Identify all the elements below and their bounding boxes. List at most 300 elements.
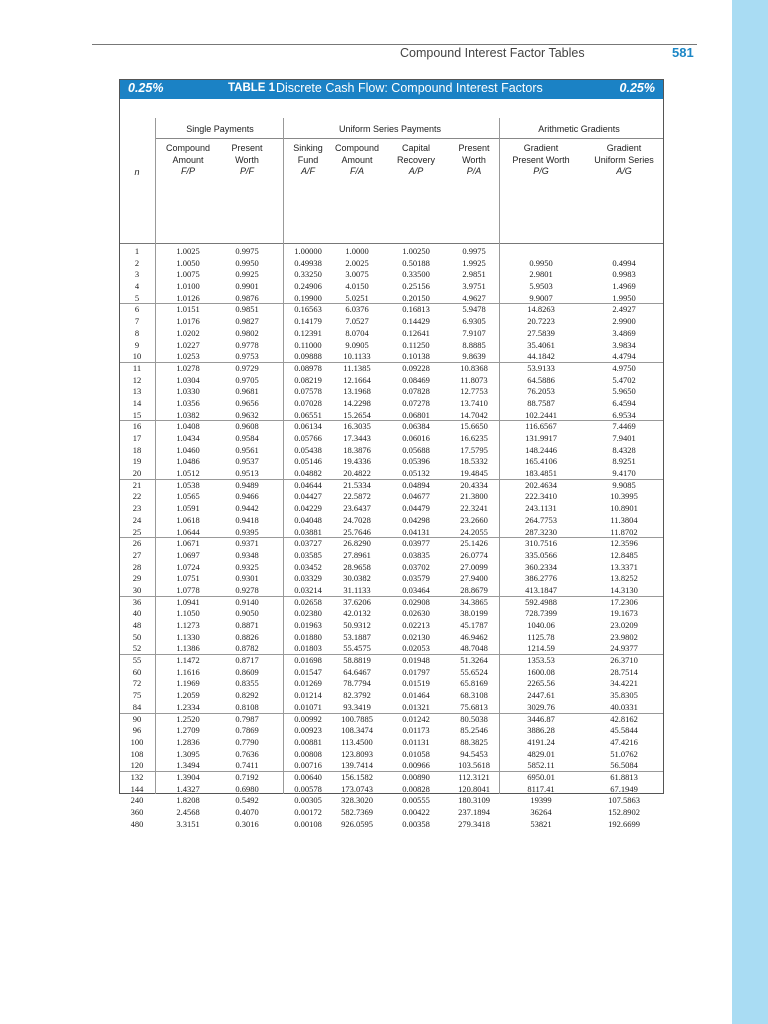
table-row <box>120 690 663 702</box>
cell-a-p: 0.07278 <box>402 397 430 408</box>
cell-a-f: 0.04882 <box>294 468 322 479</box>
cell-f-p: 1.0253 <box>176 351 200 362</box>
cell-a-g: 6.4594 <box>612 397 636 408</box>
compound-interest-table <box>119 79 664 829</box>
table-row <box>120 550 663 562</box>
cell-p-a: 85.2546 <box>460 725 488 736</box>
cell-a-f: 0.04427 <box>294 491 322 502</box>
cell-f-a: 19.4336 <box>343 456 371 467</box>
cell-p-a: 279.3418 <box>458 818 490 829</box>
cell-p-a: 6.9305 <box>462 316 486 327</box>
cell-a-f: 0.03881 <box>294 526 322 537</box>
cell-p-g: 53.9133 <box>527 362 555 373</box>
cell-f-p: 1.0356 <box>176 397 200 408</box>
header-rule <box>92 44 697 45</box>
cell-f-p: 1.8208 <box>176 795 200 806</box>
cell-p-a: 12.7753 <box>460 386 488 397</box>
cell-p-g: 64.5886 <box>527 374 555 385</box>
cell-p-a: 112.3121 <box>458 771 490 782</box>
cell-p-f: 0.9442 <box>235 503 259 514</box>
cell-f-a: 12.1664 <box>343 374 371 385</box>
cell-p-f: 0.8355 <box>235 678 259 689</box>
cell-p-g: 27.5839 <box>527 327 555 338</box>
cell-p-g: 53821 <box>530 818 552 829</box>
cell-p-a: 5.9478 <box>462 304 486 315</box>
cell-p-g: 44.1842 <box>527 351 555 362</box>
cell-a-g: 8.4328 <box>612 444 636 455</box>
cell-a-g: 12.8485 <box>610 549 638 560</box>
table-row <box>120 597 663 609</box>
cell-p-g: 148.2446 <box>525 444 557 455</box>
cell-a-f: 0.08978 <box>294 362 322 373</box>
cell-n: 29 <box>132 573 142 584</box>
cell-f-p: 1.0618 <box>176 514 200 525</box>
cell-p-a: 8.8885 <box>462 339 486 350</box>
cell-f-a: 13.1968 <box>343 386 371 397</box>
column-header-a-g: Gradient Uniform Series A/G <box>594 143 654 176</box>
cell-p-f: 0.9925 <box>235 269 259 280</box>
cell-p-f: 0.7636 <box>235 748 259 759</box>
cell-a-p: 1.00250 <box>402 246 430 256</box>
cell-f-a: 37.6206 <box>343 596 371 607</box>
cell-f-p: 1.0724 <box>176 561 200 572</box>
cell-a-f: 0.00992 <box>294 713 322 724</box>
cell-a-p: 0.03835 <box>402 549 430 560</box>
cell-p-f: 0.9418 <box>235 514 259 525</box>
cell-p-g: 413.1847 <box>525 584 557 595</box>
cell-a-f: 0.16563 <box>294 304 322 315</box>
cell-f-p: 1.2520 <box>176 713 200 724</box>
cell-p-f: 0.9705 <box>235 374 259 385</box>
cell-a-g: 107.5863 <box>608 795 640 806</box>
cell-p-g: 287.3230 <box>525 526 557 537</box>
cell-f-a: 22.5872 <box>343 491 371 502</box>
cell-a-f: 0.07578 <box>294 386 322 397</box>
table-row <box>120 527 663 539</box>
cell-p-a: 65.8169 <box>460 678 488 689</box>
cell-a-f: 0.03329 <box>294 573 322 584</box>
cell-p-g: 4191.24 <box>527 736 555 747</box>
cell-p-g: 6950.01 <box>527 771 555 782</box>
cell-p-a: 120.8041 <box>458 783 490 794</box>
cell-p-g: 386.2776 <box>525 573 557 584</box>
table-row <box>120 269 663 281</box>
cell-f-p: 1.0697 <box>176 549 200 560</box>
cell-f-a: 21.5334 <box>343 479 371 490</box>
cell-n: 84 <box>132 701 142 712</box>
cell-a-p: 0.01948 <box>402 655 430 666</box>
table-row <box>120 246 663 258</box>
cell-f-a: 93.3419 <box>343 701 371 712</box>
cell-p-g: 131.9917 <box>525 433 557 443</box>
cell-p-f: 0.5492 <box>235 795 259 806</box>
cell-f-p: 1.1616 <box>176 666 200 677</box>
page-number: 581 <box>672 45 694 60</box>
cell-p-a: 51.3264 <box>460 655 488 666</box>
cell-a-f: 0.03452 <box>294 561 322 572</box>
cell-a-f: 0.01071 <box>294 701 322 712</box>
cell-a-g: 45.5844 <box>610 725 638 736</box>
cell-p-g: 243.1131 <box>525 503 557 514</box>
table-row <box>120 655 663 667</box>
table-row <box>120 795 663 807</box>
cell-p-f: 0.7869 <box>235 725 259 736</box>
cell-f-p: 1.0278 <box>176 362 200 373</box>
cell-n: 13 <box>132 386 142 397</box>
cell-p-f: 0.9975 <box>235 246 259 256</box>
cell-f-p: 1.0460 <box>176 444 200 455</box>
column-header-p-a: Present Worth P/A <box>458 143 490 176</box>
cell-p-f: 0.9140 <box>235 596 259 607</box>
cell-a-p: 0.04479 <box>402 503 430 514</box>
cell-f-p: 1.0126 <box>176 292 200 303</box>
cell-a-p: 0.02630 <box>402 608 430 619</box>
cell-f-a: 5.0251 <box>345 292 369 303</box>
cell-p-g: 202.4634 <box>525 479 557 490</box>
cell-f-a: 6.0376 <box>345 304 369 315</box>
cell-f-p: 1.0202 <box>176 327 200 338</box>
cell-n: 36 <box>132 596 142 607</box>
cell-a-p: 0.01058 <box>402 748 430 759</box>
cell-f-p: 1.0565 <box>176 491 200 502</box>
cell-p-g: 310.7516 <box>525 538 557 549</box>
cell-a-f: 0.02380 <box>294 608 322 619</box>
cell-a-g: 5.9650 <box>612 386 636 397</box>
cell-p-g: 88.7587 <box>527 397 555 408</box>
cell-n: 360 <box>130 807 144 817</box>
cell-n: 12 <box>132 374 142 385</box>
cell-p-a: 1.9925 <box>462 257 486 268</box>
table-row <box>120 410 663 422</box>
cell-a-f: 0.03214 <box>294 584 322 595</box>
cell-a-p: 0.12641 <box>402 327 430 338</box>
table-row <box>120 480 663 492</box>
table-row <box>120 491 663 503</box>
table-label: TABLE 1 <box>228 82 276 94</box>
cell-n: 72 <box>132 678 142 689</box>
cell-f-p: 1.0075 <box>176 269 200 280</box>
cell-a-p: 0.16813 <box>402 304 430 315</box>
cell-a-f: 0.04229 <box>294 503 322 514</box>
cell-a-p: 0.00828 <box>402 783 430 794</box>
cell-f-a: 123.8093 <box>341 748 373 759</box>
cell-f-p: 1.2059 <box>176 690 200 701</box>
cell-a-f: 0.04644 <box>294 479 322 490</box>
cell-a-p: 0.06384 <box>402 421 430 432</box>
column-header-a-p: Capital Recovery A/P <box>396 143 436 176</box>
cell-p-g: 1600.08 <box>527 666 555 677</box>
cell-p-a: 21.3800 <box>460 491 488 502</box>
cell-f-a: 24.7028 <box>343 514 371 525</box>
cell-p-a: 48.7048 <box>460 643 488 654</box>
cell-p-a: 26.0774 <box>460 549 488 560</box>
cell-a-p: 0.01242 <box>402 713 430 724</box>
table-row <box>120 585 663 597</box>
cell-f-p: 1.1969 <box>176 678 200 689</box>
column-header-p-g: Gradient Present Worth P/G <box>512 143 570 176</box>
cell-a-g: 51.0762 <box>610 748 638 759</box>
cell-n: 19 <box>132 456 142 467</box>
cell-f-a: 31.1133 <box>343 584 371 595</box>
cell-n: 9 <box>134 339 140 350</box>
table-row <box>120 562 663 574</box>
cell-a-g: 42.8162 <box>610 713 638 724</box>
cell-a-p: 0.04894 <box>402 479 430 490</box>
cell-p-g: 1214.59 <box>527 643 555 654</box>
table-row <box>120 503 663 515</box>
cell-f-p: 1.0382 <box>176 409 200 420</box>
cell-p-a: 7.9107 <box>462 327 486 338</box>
cell-a-f: 0.01547 <box>294 666 322 677</box>
cell-f-p: 1.0151 <box>176 304 200 315</box>
cell-a-g: 23.9802 <box>610 631 638 642</box>
cell-n: 90 <box>132 713 142 724</box>
cell-a-g: 5.4702 <box>612 374 636 385</box>
cell-a-g: 24.9377 <box>610 643 638 654</box>
cell-n: 18 <box>132 444 142 455</box>
cell-f-p: 1.0330 <box>176 386 200 397</box>
cell-a-p: 0.02213 <box>402 620 430 630</box>
group-rule-uniform <box>284 138 499 139</box>
cell-a-p: 0.06801 <box>402 409 430 420</box>
cell-a-g: 1.4969 <box>612 281 636 292</box>
cell-n: 132 <box>130 771 144 782</box>
cell-p-f: 0.8871 <box>235 620 259 630</box>
cell-f-p: 1.0486 <box>176 456 200 467</box>
cell-p-a: 45.1787 <box>460 620 488 630</box>
cell-p-a: 20.4334 <box>460 479 488 490</box>
cell-n: 30 <box>132 584 142 595</box>
table-title-bar <box>120 80 663 99</box>
cell-p-a: 10.8368 <box>460 362 488 373</box>
cell-a-p: 0.14429 <box>402 316 430 327</box>
cell-f-a: 2.0025 <box>345 257 369 268</box>
cell-p-a: 28.8679 <box>460 584 488 595</box>
cell-a-g: 26.3710 <box>610 655 638 666</box>
cell-p-a: 0.9975 <box>462 246 486 256</box>
cell-a-p: 0.50188 <box>402 257 430 268</box>
table-row <box>120 632 663 644</box>
cell-a-g: 67.1949 <box>610 783 638 794</box>
cell-p-g: 102.2441 <box>525 409 557 420</box>
cell-a-f: 0.01698 <box>294 655 322 666</box>
cell-f-p: 1.0538 <box>176 479 200 490</box>
cell-n: 22 <box>132 491 142 502</box>
cell-f-a: 11.1385 <box>343 362 371 373</box>
table-row <box>120 772 663 784</box>
cell-p-f: 0.9753 <box>235 351 259 362</box>
cell-p-f: 0.9950 <box>235 257 259 268</box>
cell-a-f: 0.14179 <box>294 316 322 327</box>
interest-rate-right: 0.25% <box>619 81 655 95</box>
interest-rate-left: 0.25% <box>128 81 164 95</box>
cell-f-a: 23.6437 <box>343 503 371 514</box>
table-row <box>120 351 663 363</box>
cell-f-a: 58.8819 <box>343 655 371 666</box>
cell-f-a: 7.0527 <box>345 316 369 327</box>
cell-a-f: 0.00305 <box>294 795 322 806</box>
cell-a-p: 0.08469 <box>402 374 430 385</box>
cell-p-f: 0.9325 <box>235 561 259 572</box>
cell-f-p: 1.1386 <box>176 643 200 654</box>
cell-a-p: 0.01131 <box>402 736 430 747</box>
cell-a-g: 10.8901 <box>610 503 638 514</box>
column-header-f-a: Compound Amount F/A <box>334 143 380 176</box>
cell-p-a: 23.2660 <box>460 514 488 525</box>
cell-p-g: 183.4851 <box>525 468 557 479</box>
cell-n: 55 <box>132 655 142 666</box>
cell-a-p: 0.10138 <box>402 351 430 362</box>
cell-p-f: 0.7411 <box>235 760 259 771</box>
cell-f-p: 1.1050 <box>176 608 200 619</box>
cell-f-a: 8.0704 <box>345 327 369 338</box>
cell-a-p: 0.05688 <box>402 444 430 455</box>
cell-a-p: 0.25156 <box>402 281 430 292</box>
header-bottom-rule <box>120 243 663 244</box>
cell-a-p: 0.05396 <box>402 456 430 467</box>
cell-f-a: 18.3876 <box>343 444 371 455</box>
cell-p-a: 18.5332 <box>460 456 488 467</box>
cell-a-f: 0.00578 <box>294 783 322 794</box>
cell-a-f: 0.01269 <box>294 678 322 689</box>
cell-p-a: 11.8073 <box>460 374 488 385</box>
cell-f-p: 1.0304 <box>176 374 200 385</box>
cell-n: 96 <box>132 725 142 736</box>
cell-a-f: 0.05438 <box>294 444 322 455</box>
group-header-uniform-series: Uniform Series Payments <box>338 124 442 134</box>
cell-p-f: 0.9802 <box>235 327 259 338</box>
cell-p-a: 4.9627 <box>462 292 486 303</box>
cell-f-p: 1.2709 <box>176 725 200 736</box>
cell-f-p: 1.0025 <box>176 246 200 256</box>
cell-a-p: 0.01464 <box>402 690 430 701</box>
cell-f-a: 28.9658 <box>343 561 371 572</box>
table-row <box>120 398 663 410</box>
table-row <box>120 538 663 550</box>
cell-p-g: 3886.28 <box>527 725 555 736</box>
cell-n: 25 <box>132 526 142 537</box>
cell-p-f: 0.8609 <box>235 666 259 677</box>
cell-p-a: 13.7410 <box>460 397 488 408</box>
cell-p-a: 25.1426 <box>460 538 488 549</box>
cell-n: 40 <box>132 608 142 619</box>
cell-f-p: 1.0434 <box>176 433 200 443</box>
cell-p-f: 0.9827 <box>235 316 259 327</box>
cell-f-a: 25.7646 <box>343 526 371 537</box>
table-row <box>120 608 663 620</box>
cell-n: 108 <box>130 748 144 759</box>
cell-p-g: 335.0566 <box>525 549 557 560</box>
cell-f-p: 1.0644 <box>176 526 200 537</box>
cell-a-f: 0.02658 <box>294 596 322 607</box>
cell-a-p: 0.01797 <box>402 666 430 677</box>
cell-f-a: 42.0132 <box>343 608 371 619</box>
cell-a-p: 0.33500 <box>402 269 430 280</box>
cell-a-f: 0.07028 <box>294 397 322 408</box>
cell-p-f: 0.8782 <box>235 643 259 654</box>
cell-f-a: 53.1887 <box>343 631 371 642</box>
cell-p-g: 1353.53 <box>527 655 555 666</box>
cell-p-f: 0.9778 <box>235 339 259 350</box>
cell-p-a: 16.6235 <box>460 433 488 443</box>
table-row <box>120 445 663 457</box>
cell-p-f: 0.9632 <box>235 409 259 420</box>
cell-p-f: 0.8292 <box>235 690 259 701</box>
cell-p-f: 0.9371 <box>235 538 259 549</box>
cell-f-p: 2.4568 <box>176 807 200 817</box>
running-head: Compound Interest Factor Tables <box>400 46 585 60</box>
cell-p-a: 237.1894 <box>458 807 490 817</box>
cell-a-g: 40.0331 <box>610 701 638 712</box>
cell-p-a: 46.9462 <box>460 631 488 642</box>
cell-f-p: 1.3904 <box>176 771 200 782</box>
cell-a-f: 1.00000 <box>294 246 322 256</box>
cell-p-a: 2.9851 <box>462 269 486 280</box>
cell-p-g: 14.8263 <box>527 304 555 315</box>
cell-f-p: 1.0671 <box>176 538 200 549</box>
cell-p-f: 0.6980 <box>235 783 259 794</box>
cell-p-f: 0.9395 <box>235 526 259 537</box>
side-color-strip <box>732 0 768 1024</box>
cell-f-a: 113.4500 <box>341 736 373 747</box>
table-row <box>120 304 663 316</box>
cell-f-p: 1.0751 <box>176 573 200 584</box>
cell-n: 120 <box>130 760 144 771</box>
cell-p-f: 0.9466 <box>235 491 259 502</box>
cell-a-f: 0.03585 <box>294 549 322 560</box>
cell-p-g: 592.4988 <box>525 596 557 607</box>
cell-n: 52 <box>132 643 142 654</box>
table-row <box>120 456 663 468</box>
cell-a-p: 0.04131 <box>402 526 430 537</box>
cell-p-f: 0.9876 <box>235 292 259 303</box>
cell-a-g: 13.8252 <box>610 573 638 584</box>
cell-f-a: 100.7885 <box>341 713 373 724</box>
column-header-a-f: Sinking Fund A/F <box>293 143 323 176</box>
cell-f-a: 27.8961 <box>343 549 371 560</box>
cell-f-a: 173.0743 <box>341 783 373 794</box>
cell-p-a: 17.5795 <box>460 444 488 455</box>
cell-n: 20 <box>132 468 142 479</box>
cell-f-p: 1.0408 <box>176 421 200 432</box>
cell-p-a: 55.6524 <box>460 666 488 677</box>
cell-a-f: 0.01214 <box>294 690 322 701</box>
cell-n: 3 <box>134 269 140 280</box>
cell-a-p: 0.01173 <box>402 725 430 736</box>
cell-a-f: 0.05766 <box>294 433 322 443</box>
table-row <box>120 643 663 655</box>
cell-p-f: 0.8108 <box>235 701 259 712</box>
cell-n: 27 <box>132 549 142 560</box>
cell-f-a: 20.4822 <box>343 468 371 479</box>
cell-a-g: 7.4469 <box>612 421 636 432</box>
column-header-f-p: Compound Amount F/P <box>165 143 211 176</box>
cell-a-f: 0.04048 <box>294 514 322 525</box>
cell-p-a: 22.3241 <box>460 503 488 514</box>
cell-a-g: 23.0209 <box>610 620 638 630</box>
cell-a-p: 0.04677 <box>402 491 430 502</box>
cell-f-p: 1.4327 <box>176 783 200 794</box>
cell-a-p: 0.00555 <box>402 795 430 806</box>
cell-f-p: 3.3151 <box>176 818 200 829</box>
cell-f-a: 17.3443 <box>343 433 371 443</box>
group-rule-single <box>156 138 283 139</box>
cell-f-a: 582.7369 <box>341 807 373 817</box>
table-header <box>120 99 663 243</box>
cell-f-p: 1.2334 <box>176 701 200 712</box>
cell-p-a: 68.3108 <box>460 690 488 701</box>
cell-f-p: 1.0778 <box>176 584 200 595</box>
